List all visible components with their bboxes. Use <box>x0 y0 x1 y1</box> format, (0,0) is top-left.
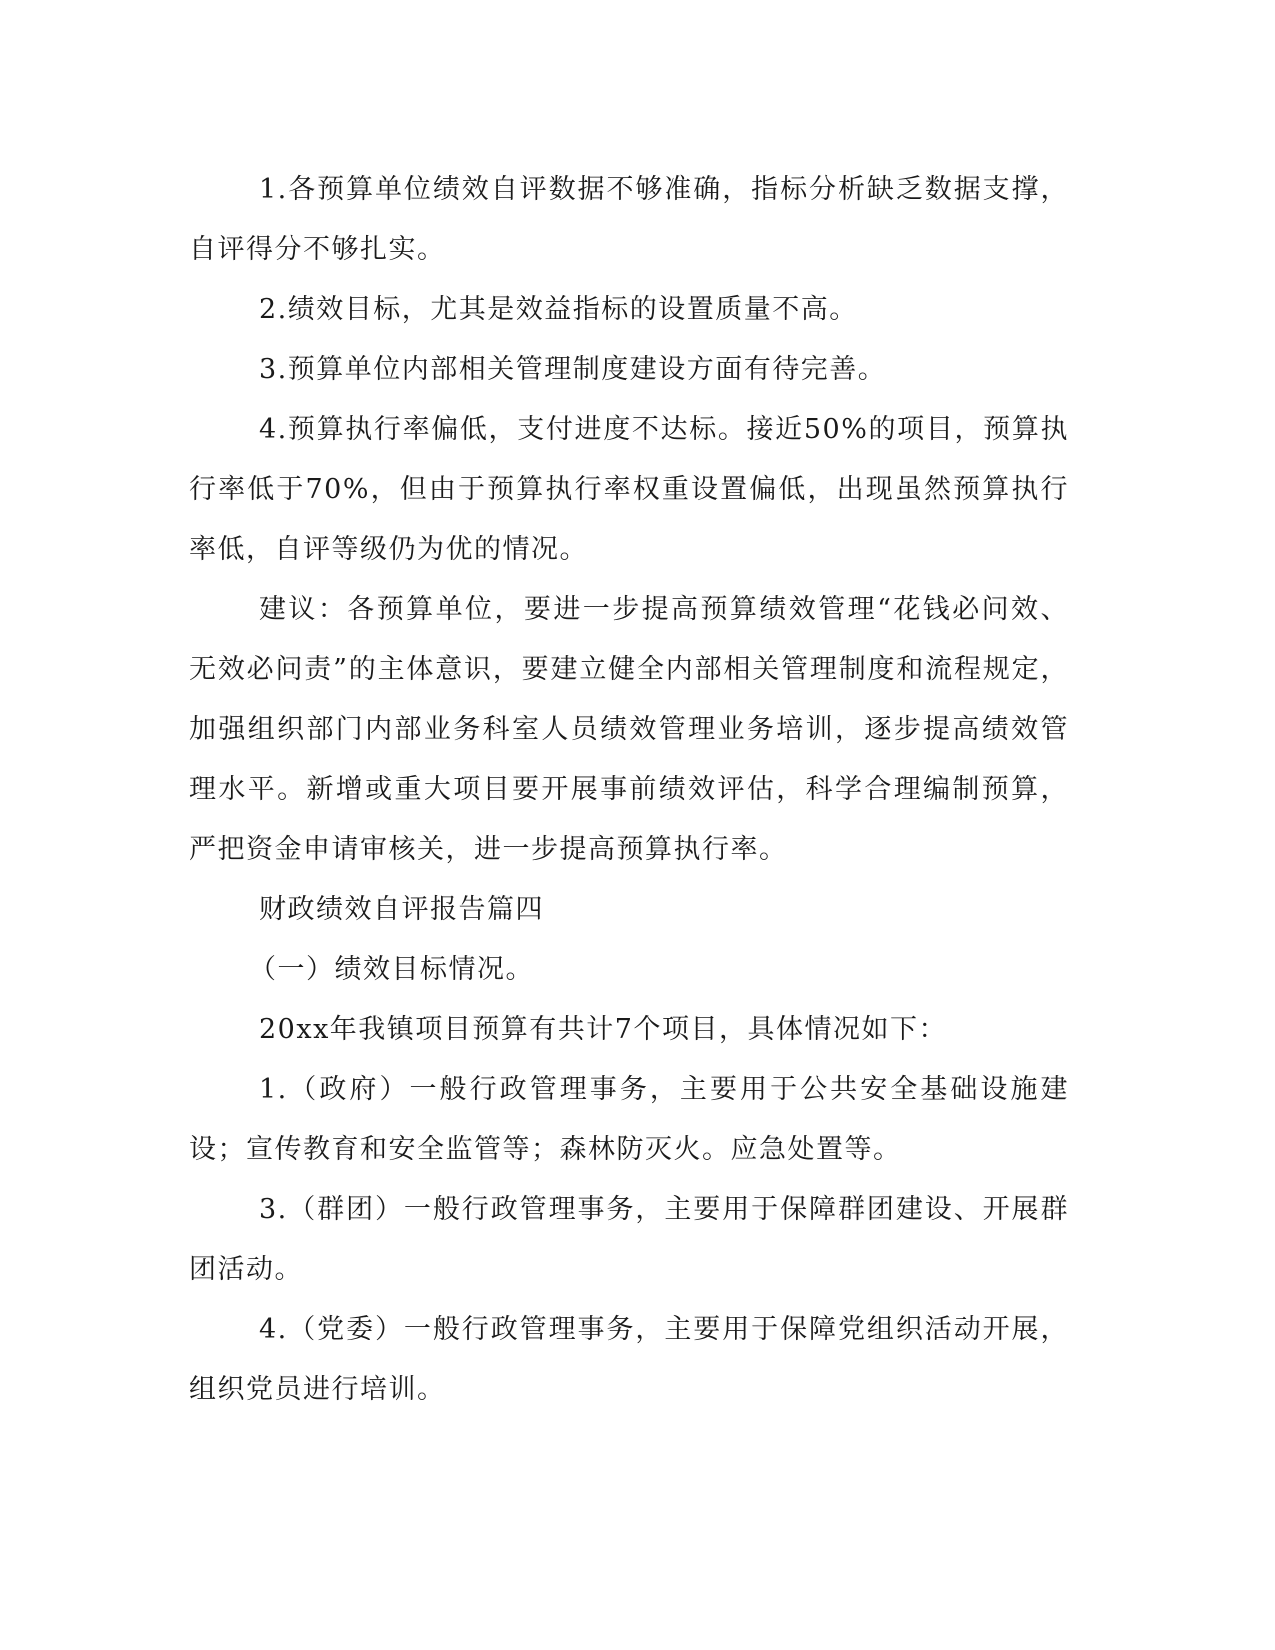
paragraph-issue-3: 3.预算单位内部相关管理制度建设方面有待完善。 <box>259 354 887 385</box>
paragraph-project-1: 1.（政府）一般行政管理事务，主要用于公共安全基础设施建设；宣传教育和安全监管等；森林防灭火。应急处置等。 <box>189 1074 1069 1165</box>
section-heading: 财政绩效自评报告篇四 <box>259 894 544 925</box>
paragraph-project-4: 4.（党委）一般行政管理事务，主要用于保障党组织活动开展，组织党员进行培训。 <box>189 1314 1069 1405</box>
paragraph-issue-2: 2.绩效目标，尤其是效益指标的设置质量不高。 <box>259 294 858 325</box>
paragraph-issue-4: 4.预算执行率偏低，支付进度不达标。接近50%的项目，预算执行率低于70%，但由于预算执行率权重设置偏低，出现虽然预算执行率低，自评等级仍为优的情况。 <box>189 414 1069 565</box>
paragraph-project-intro: 20xx年我镇项目预算有共计7个项目，具体情况如下： <box>259 1014 947 1045</box>
document-body <box>189 160 1069 1420</box>
paragraph-issue-1: 1.各预算单位绩效自评数据不够准确，指标分析缺乏数据支撑，自评得分不够扎实。 <box>189 174 1069 265</box>
subsection-heading: （一）绩效目标情况。 <box>249 954 534 985</box>
paragraph-project-3: 3.（群团）一般行政管理事务，主要用于保障群团建设、开展群团活动。 <box>189 1194 1069 1285</box>
paragraph-suggestion: 建议：各预算单位，要进一步提高预算绩效管理“花钱必问效、无效必问责”的主体意识，要建立健全内部相关管理制度和流程规定，加强组织部门内部业务科室人员绩效管理业务培训，逐步提高绩效管理水平。新增或重大项目要开展事前绩效评估，科学合理编制预算，严把资金申请审核关，进一步提高预算执行率。 <box>189 594 1069 865</box>
